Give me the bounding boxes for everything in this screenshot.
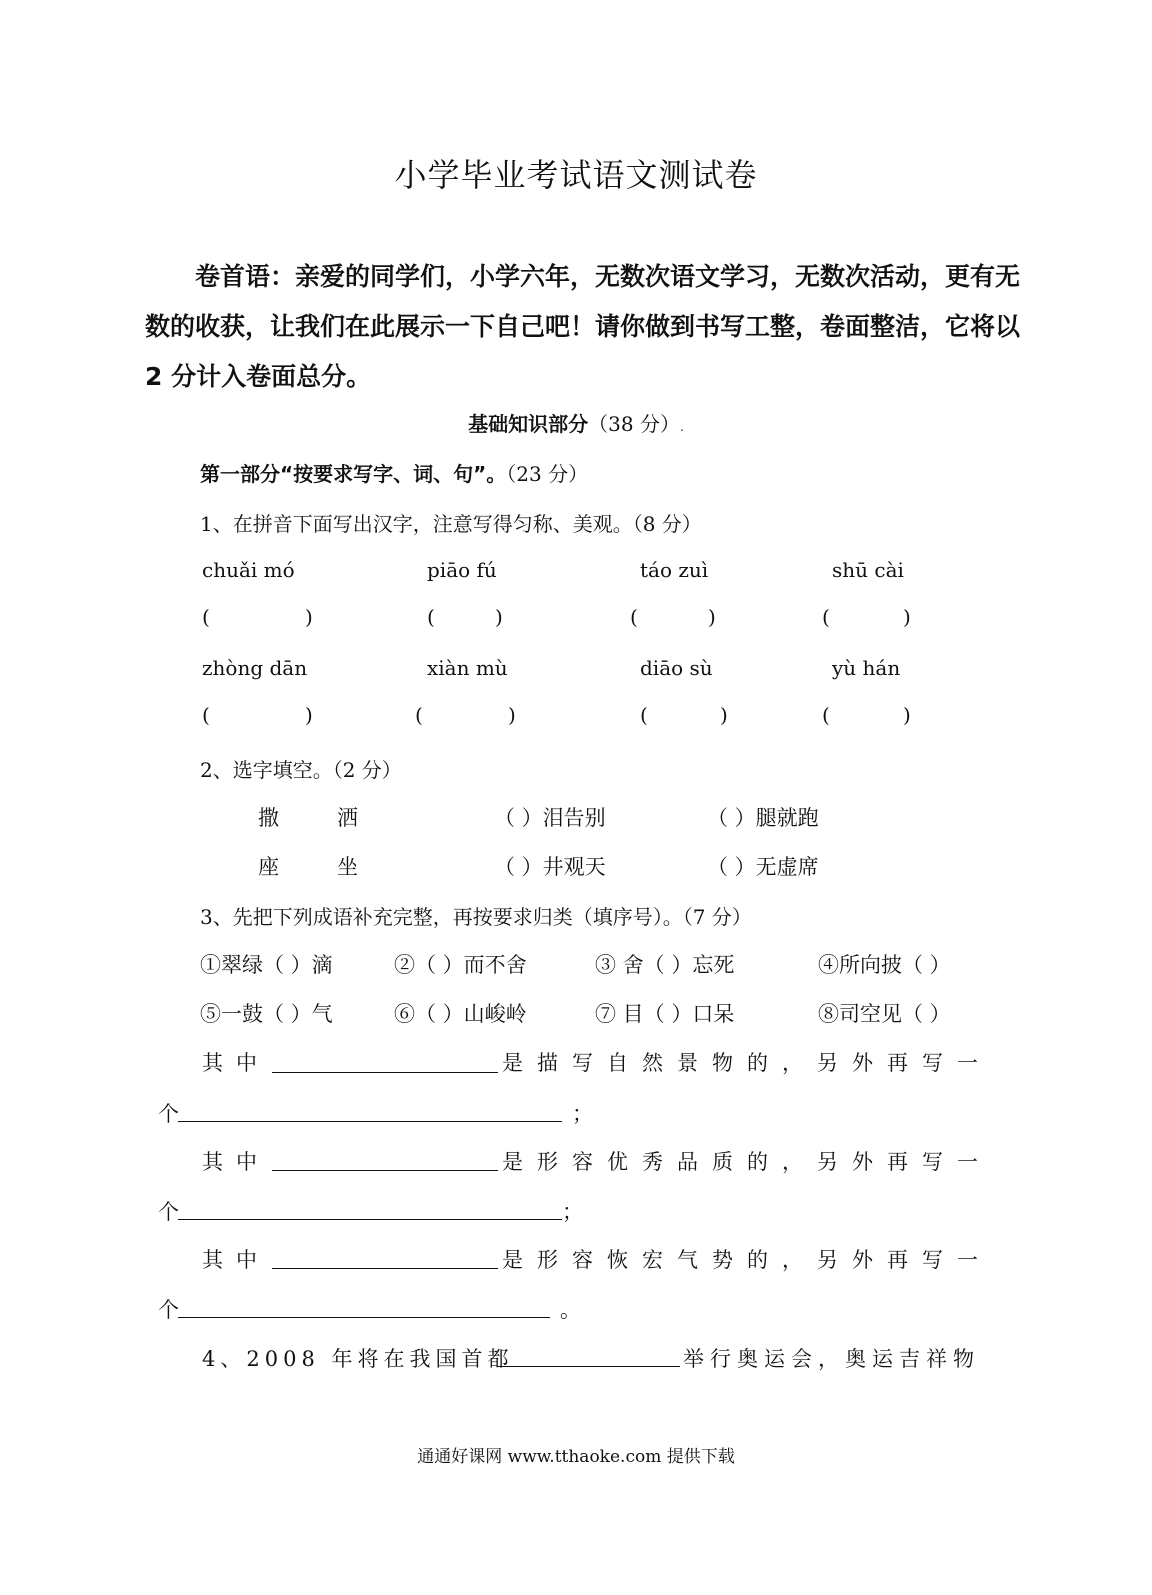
q3-line2-blank[interactable] [272, 1148, 498, 1171]
q3-line1-tail-head: 个 [158, 1102, 179, 1126]
q3-line1-blank[interactable] [272, 1050, 498, 1073]
basic-label: 基础知识部分 [468, 412, 589, 436]
q1-answer-box[interactable]: ( [822, 605, 830, 629]
footer-credit: 通通好课网 www.tthaoke.com 提供下载 [417, 1447, 735, 1467]
q2-choice-d: 坐 [337, 855, 358, 879]
page-title: 小学毕业考试语文测试卷 [394, 156, 758, 194]
q1-pinyin-7: diāo sù [640, 656, 713, 680]
q3-line2-desc: 是形容优秀品质的，另外再写一 [502, 1150, 992, 1174]
q3-idiom-6[interactable]: ⑥（ ）山峻岭 [394, 1002, 527, 1026]
q1-answer-box-close: ) [305, 703, 313, 727]
q1-answer-box-close: ) [508, 703, 516, 727]
basic-score: （38 分） [588, 412, 680, 436]
q1-answer-box[interactable]: ( [640, 703, 648, 727]
q3-line1-desc: 是描写自然景物的，另外再写一 [502, 1051, 992, 1075]
q1-answer-box[interactable]: ( [630, 605, 638, 629]
q2-blank-1[interactable]: （ ）泪告别 [494, 806, 606, 830]
q4-lead: 4、2008 年将在我国首都 [202, 1347, 514, 1371]
q2-blank-4[interactable]: （ ）无虚席 [707, 855, 819, 879]
q3-line1-extra-blank[interactable] [178, 1099, 562, 1122]
q3-line1-lead: 其中 [202, 1051, 270, 1075]
q1-answer-box-close: ) [305, 605, 313, 629]
section-basic-heading [0, 408, 1152, 437]
q3-line3-blank[interactable] [272, 1246, 498, 1269]
q3-idiom-5[interactable]: ⑤一鼓（ ）气 [200, 1002, 333, 1026]
q1-answer-box-close: ) [903, 605, 911, 629]
q2-choice-c: 座 [258, 855, 279, 879]
q3-line2-extra-blank[interactable] [178, 1197, 562, 1220]
q3-line2-tail-head: 个 [158, 1200, 179, 1224]
q1-answer-box-close: ) [708, 605, 716, 629]
q2-text: 2、选字填空。（2 分） [200, 758, 402, 782]
intro-paragraph [145, 252, 1025, 402]
q1-answer-box-close: ) [903, 703, 911, 727]
q1-answer-box-close: ) [720, 703, 728, 727]
q1-pinyin-6: xiàn mù [427, 656, 508, 680]
q2-blank-2[interactable]: （ ）腿就跑 [707, 806, 819, 830]
q3-line2-lead: 其中 [202, 1150, 270, 1174]
q3-line3-desc: 是形容恢宏气势的，另外再写一 [502, 1248, 992, 1272]
part1-score: （23 分） [506, 462, 589, 486]
q1-answer-box[interactable]: ( [202, 605, 210, 629]
q1-answer-box[interactable]: ( [822, 703, 830, 727]
q3-line3-extra-blank[interactable] [178, 1295, 550, 1318]
q1-answer-box[interactable]: ( [202, 703, 210, 727]
q3-line3-tail-head: 个 [158, 1298, 179, 1322]
q1-pinyin-5: zhòng dān [202, 656, 308, 680]
q1-pinyin-1: chuǎi mó [202, 558, 295, 582]
intro-text: 亲爱的同学们，小学六年，无数次语文学习，无数次活动，更有无数的收获，让我们在此展示一下自己吧！请你做到书写工整，卷面整洁，它将以 2 分计入卷面总分。 [145, 262, 1021, 391]
q3-line3-end: 。 [560, 1298, 581, 1322]
q1-answer-box[interactable]: ( [427, 605, 435, 629]
q3-idiom-4[interactable]: ④所向披（ ） [818, 953, 951, 977]
q3-line3-lead: 其中 [202, 1248, 270, 1272]
q1-text: 1、在拼音下面写出汉字，注意写得匀称、美观。（8 分） [200, 512, 702, 536]
part1-label: 第一部分“按要求写字、词、句”。 [200, 462, 507, 486]
q3-idiom-8[interactable]: ⑧司空见（ ） [818, 1002, 951, 1026]
q1-pinyin-3: táo zuì [640, 558, 709, 582]
q1-answer-box[interactable]: ( [415, 703, 423, 727]
q2-choice-a: 撒 [258, 806, 279, 830]
q1-pinyin-4: shū cài [832, 558, 904, 582]
q3-idiom-2[interactable]: ②（ ）而不舍 [394, 953, 527, 977]
q3-text: 3、先把下列成语补充完整，再按要求归类（填序号）。（7 分） [200, 905, 752, 929]
q3-line1-end: ； [572, 1102, 593, 1126]
q3-line2-end: ； [562, 1200, 583, 1224]
q3-idiom-1[interactable]: ①翠绿（ ）滴 [200, 953, 333, 977]
q2-choice-b: 洒 [337, 806, 358, 830]
basic-dot: . [679, 420, 684, 434]
intro-label: 卷首语： [195, 262, 296, 291]
q3-idiom-3[interactable]: ③ 舍（ ）忘死 [595, 953, 735, 977]
q1-pinyin-8: yù hán [832, 656, 901, 680]
q1-pinyin-2: piāo fú [427, 558, 497, 582]
q4-blank[interactable] [497, 1344, 680, 1367]
q1-answer-box-close: ) [495, 605, 503, 629]
q2-blank-3[interactable]: （ ）井观天 [494, 855, 606, 879]
q3-idiom-7[interactable]: ⑦ 目（ ）口呆 [595, 1002, 735, 1026]
q4-desc: 举行奥运会，奥运吉祥物 [683, 1347, 980, 1371]
part1-heading [200, 458, 588, 487]
